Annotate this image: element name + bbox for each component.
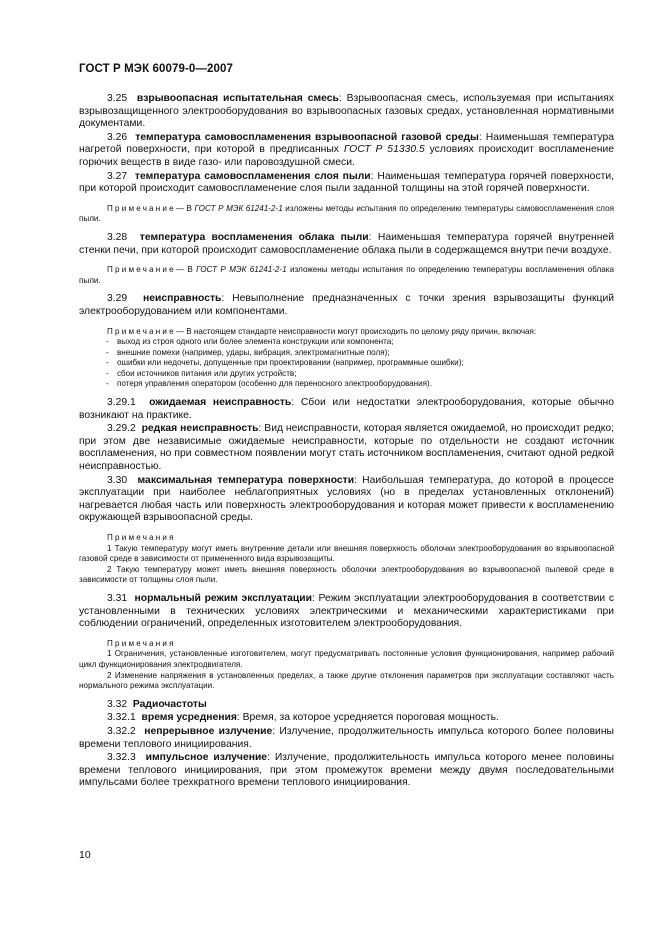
clause-term: температура самовоспламенения взрывоопасной газовой среды — [135, 131, 479, 143]
clause-term: импульсное излучение — [145, 752, 268, 764]
clause-number: 3.30 — [107, 474, 128, 486]
note-label: Примечания — [107, 533, 176, 542]
clause-text: : Наименьшая температура нагретой поверхности, при которой в предписанных — [79, 131, 614, 156]
clause-term: температура самовоспламенения слоя пыли — [134, 170, 371, 182]
clause-term: ожидаемая неисправность — [149, 397, 292, 409]
clause-3-32-1 — [79, 712, 614, 725]
clause-text: : Наибольшая температура, до которой в процессе эксплуатации при наиболее неблагоприятных условиях (но в пределах установленных отклонений) нагревается любая часть или поверхность электрооборудования и которая может привести к воспламенению окружающей взрывоопасной среды. — [79, 474, 614, 524]
clause-text: : Наименьшая температура горячей поверхности, при которой происходит самовоспламенение слоя пыли заданной толщины на этой горячей поверхности. — [79, 170, 614, 195]
clause-3-27 — [79, 171, 614, 196]
clause-3-32 — [79, 699, 614, 712]
clause-number: 3.32 — [107, 698, 128, 710]
note-3-29 — [79, 327, 614, 338]
clause-3-29-2 — [79, 423, 614, 473]
clause-number: 3.27 — [107, 170, 128, 182]
clause-term: максимальная температура поверхности — [137, 474, 355, 486]
clause-text: : Сбои или недостатки электрооборудования, которые обычно возникают на практике. — [79, 397, 615, 421]
clause-number: 3.32.1 — [107, 712, 136, 724]
clause-term: непрерывное излучение — [144, 725, 273, 737]
notes-3-30-label — [79, 533, 614, 544]
list-item: - потеря управления оператором (особенно для переносного электрооборудования). — [107, 379, 614, 390]
clause-term: температура воспламенения облака пыли — [139, 231, 369, 243]
clause-3-29 — [79, 293, 614, 318]
note-item: 2 Такую температуру может иметь внешняя поверхность оболочки электрооборудования во взрывоопасной пылевой среде в зависимости от толщины слоя пыли. — [79, 564, 614, 585]
note-list — [79, 337, 614, 390]
clause-number: 3.25 — [107, 93, 128, 104]
clause-number: 3.32.3 — [107, 752, 136, 764]
clause-text: : Взрывоопасная смесь, используемая при испытаниях взрывозащищенного электрооборудования во взрывоопасных газовых средах, установленная нормативными документами. — [79, 93, 614, 130]
clause-number: 3.29 — [107, 293, 128, 305]
clause-number: 3.26 — [107, 131, 128, 143]
clause-3-26 — [79, 132, 614, 170]
note-label: Примечание — [107, 265, 176, 275]
clause-number: 3.32.2 — [107, 725, 136, 737]
clause-3-31 — [79, 593, 614, 631]
clause-3-32-2 — [79, 726, 614, 751]
clause-number: 3.31 — [107, 592, 128, 604]
note-3-27 — [79, 204, 614, 225]
clause-text: : Невыполнение предназначенных с точки зрения взрывозащиты функций электрооборудованием или компонентами. — [79, 293, 614, 317]
notes-3-31-label — [79, 639, 614, 650]
list-item: - сбои источников питания или других устройств; — [107, 369, 614, 380]
list-item: - ошибки или недочеты, допущенные при проектировании (например, программные ошибки); — [107, 358, 614, 369]
clause-3-28 — [79, 232, 614, 257]
clause-text: : Наименьшая температура горячей внутренней стенки печи, при которой происходит самовоспламенение облака пыли в содержащемся внутри печи воздухе. — [79, 231, 614, 256]
note-item: 1 Ограничения, установленные изготовителем, могут предусматривать постоянные условия функционирования, например рабочий цикл функционирования электродвигателя. — [79, 649, 614, 669]
standard-reference: ГОСТ Р МЭК 61241-2-1 — [194, 203, 283, 213]
note-item: 1 Такую температуру могут иметь внутренние детали или внешняя поверхность оболочки электрооборудования во взрывоопасной газовой среде в зависимости от примененного вида взрывозащиты. — [79, 543, 614, 564]
clause-3-25 — [79, 93, 614, 131]
clause-number: 3.29.1 — [107, 397, 136, 409]
clause-text: условиях происходит воспламенение горючих веществ в виде газо- или паровоздушной смеси. — [79, 144, 614, 168]
standard-reference: ГОСТ Р МЭК 61241-2-1 — [196, 265, 287, 275]
note-text: — В — [175, 265, 197, 275]
clause-term: нормальный режим эксплуатации — [134, 592, 312, 604]
clause-3-32-3 — [79, 752, 614, 790]
clause-term: редкая неисправность — [141, 423, 259, 435]
clause-3-30 — [79, 475, 614, 525]
clause-text: : Режим эксплуатации электрооборудования в соответствии с установленными в технических условиях электрическими и механическими характеристиками при соблюдении ограничений, определенных изготовителем электрооборудования. — [79, 592, 614, 630]
clause-text: : Вид неисправности, которая является ожидаемой, но происходит редко; при этом две независимые ожидаемые неисправности, которые по отдельности не создают источник воспламенения, но при совместном появлении могут стать источником воспламенения, считают одной редкой неисправностью. — [79, 423, 615, 473]
note-text: — В — [175, 203, 195, 213]
list-item: - выход из строя одного или более элемента конструкции или компонента; — [107, 337, 614, 348]
note-label: Примечание — [107, 326, 176, 336]
clause-text: : Излучение, продолжительность импульса которого менее половины времени теплового инициирования, при этом промежуток времени между двумя последовательными импульсами более трехкратного времени теплового инициирования. — [79, 752, 614, 789]
list-item: - внешние помехи (например, удары, вибрация, электромагнитные поля); — [107, 348, 614, 359]
clause-number: 3.29.2 — [107, 423, 136, 435]
page-number: 10 — [79, 849, 91, 861]
document-body — [79, 93, 614, 791]
note-text: — В настоящем стандарте неисправности могут происходить по целому ряду причин, включая: — [175, 326, 537, 336]
note-text: изложены методы испытания по определению температуры самовоспламенения слоя пыли. — [79, 203, 615, 224]
note-3-28 — [79, 265, 614, 286]
clause-term: неисправность — [142, 293, 222, 305]
note-item: 2 Изменение напряжения в установленных пределах, а также другие отклонения параметров при эксплуатации составляют часть нормального режима эксплуатации. — [79, 670, 614, 691]
standard-reference: ГОСТ Р 51330.5 — [343, 144, 425, 156]
note-text: изложены методы испытания по определению температуры воспламенения облака пыли. — [79, 265, 614, 285]
clause-term: Радиочастоты — [132, 698, 207, 710]
clause-text: : Время, за которое усредняется пороговая мощность. — [236, 712, 499, 724]
note-label: Примечания — [107, 638, 176, 648]
note-label: Примечание — [107, 203, 176, 213]
clause-text: : Излучение, продолжительность импульса которого более половины времени теплового инициирования. — [79, 725, 614, 750]
clause-number: 3.28 — [107, 231, 128, 243]
document-header: ГОСТ Р МЭК 60079-0—2007 — [79, 63, 233, 75]
clause-3-29-1 — [79, 397, 614, 422]
clause-term: время усреднения — [141, 712, 237, 724]
clause-term: взрывоопасная испытательная смесь — [136, 93, 339, 104]
